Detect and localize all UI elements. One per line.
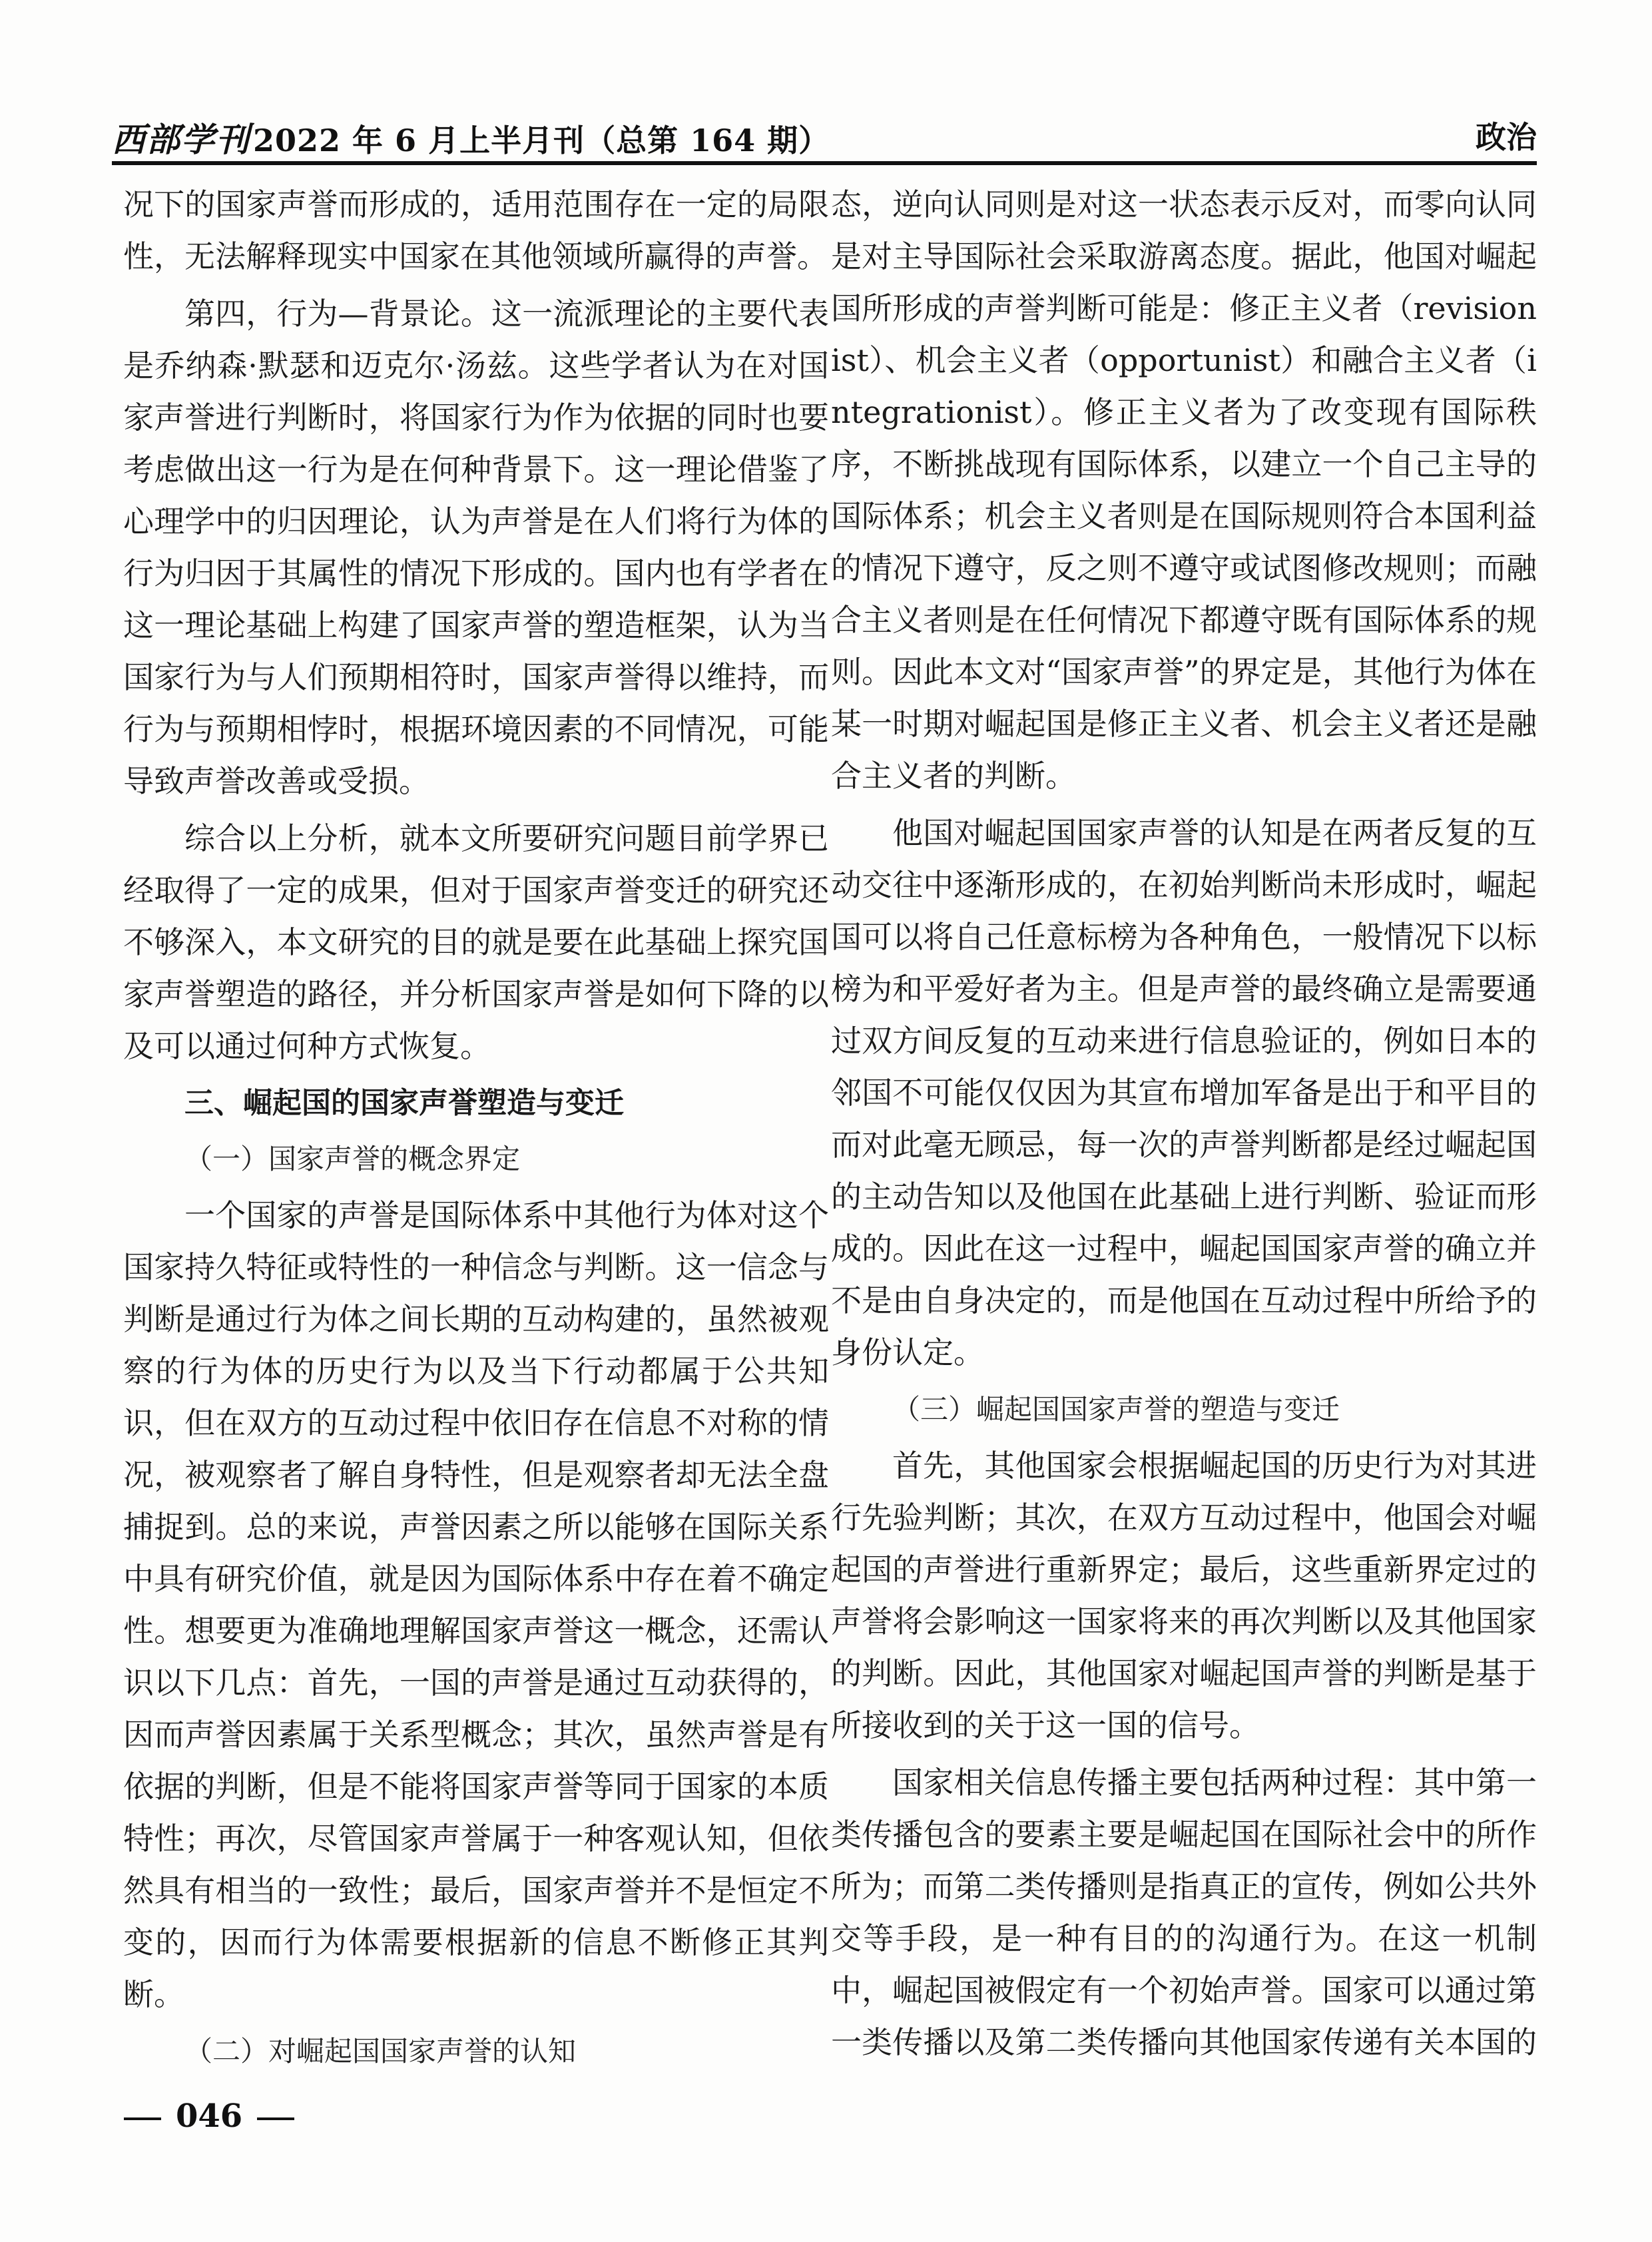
paragraph: 他国对崛起国国家声誉的认知是在两者反复的互动交往中逐渐形成的，在初始判断尚未形成时，崛起国可以将自己任意标榜为各种角色，一般情况下以标榜为和平爱好者为主。但是声誉的最终确立是需要通过双方间反复的互动来进行信息验证的，例如日本的邻国不可能仅仅因为其宣布增加军备是出于和平目的而对此毫无顾忌，每一次的声誉判断都是经过崛起国的主动告知以及他国在此基础上进行判断、验证而形成的。因此在这一过程中，崛起国国家声誉的确立并不是由自身决定的，而是他国在互动过程中所给予的身份认定。 [831, 815, 1537, 1370]
page-footer [124, 2098, 309, 2135]
subsection-heading: （一）国家声誉的概念界定 [184, 1143, 521, 1175]
page-number: 046 [176, 2098, 243, 2135]
paragraph: 首先，其他国家会根据崛起国的历史行为对其进行先验判断；其次，在双方互动过程中，他国会对崛起国的声誉进行重新界定；最后，这些重新界定过的声誉将会影响这一国家将来的再次判断以及其他国家的判断。因此，其他国家对崛起国声誉的判断是基于所接收到的关于这一国的信号。 [831, 1448, 1537, 1743]
journal-logo: 西部学刊 [112, 120, 250, 159]
paragraph: 一个国家的声誉是国际体系中其他行为体对这个国家持久特征或特性的一种信念与判断。这一信念与判断是通过行为体之间长期的互动构建的，虽然被观察的行为体的历史行为以及当下行动都属于公共知识，但在双方的互动过程中依旧存在信息不对称的情况，被观察者了解自身特性，但是观察者却无法全盘捕捉到。总的来说，声誉因素之所以能够在国际关系中具有研究价值，就是因为国际体系中存在着不确定性。想要更为准确地理解国家声誉这一概念，还需认识以下几点：首先，一国的声誉是通过互动获得的，因而声誉因素属于关系型概念；其次，虽然声誉是有依据的判断，但是不能将国家声誉等同于国家的本质特性；再次，尽管国家声誉属于一种客观认知，但依然具有相当的一致性；最后，国家声誉并不是恒定不变的，因而行为体需要根据新的信息不断修正其判断。 [123, 1197, 829, 2012]
header-rule [112, 161, 1537, 165]
journal-masthead [112, 113, 830, 161]
right-column [831, 178, 1537, 2076]
footer-dash [124, 2117, 161, 2120]
subsection-heading: （三）崛起国国家声誉的塑造与变迁 [892, 1393, 1340, 1426]
section-heading: 三、崛起国的国家声誉塑造与变迁 [184, 1086, 624, 1120]
issue-info: 2022 年 6 月上半月刊（总第 164 期） [253, 123, 830, 158]
paragraph: 况下的国家声誉而形成的，适用范围存在一定的局限性，无法解释现实中国家在其他领域所赢得的声誉。 [123, 186, 829, 274]
subsection-heading: （二）对崛起国国家声誉的认知 [184, 2035, 577, 2068]
section-label: 政治 [1476, 119, 1537, 155]
paragraph: 国家相关信息传播主要包括两种过程：其中第一类传播包含的要素主要是崛起国在国际社会中的所作所为；而第二类传播则是指真正的宣传，例如公共外交等手段，是一种有目的的沟通行为。在这一机制中，崛起国被假定有一个初始声誉。国家可以通过第一类传播以及第二类传播向其他国家传递有关本国的 [831, 1765, 1537, 2060]
paragraph: 第四，行为—背景论。这一流派理论的主要代表是乔纳森·默瑟和迈克尔·汤兹。这些学者认为在对国家声誉进行判断时，将国家行为作为依据的同时也要考虑做出这一行为是在何种背景下。这一理论借鉴了心理学中的归因理论，认为声誉是在人们将行为体的行为归因于其属性的情况下形成的。国内也有学者在这一理论基础上构建了国家声誉的塑造框架，认为当国家行为与人们预期相符时，国家声誉得以维持，而行为与预期相悖时，根据环境因素的不同情况，可能导致声誉改善或受损。 [123, 296, 829, 799]
footer-dash [257, 2117, 294, 2120]
page-header [112, 113, 1537, 159]
paragraph: 态，逆向认同则是对这一状态表示反对，而零向认同是对主导国际社会采取游离态度。据此，他国对崛起国所形成的声誉判断可能是：修正主义者（revisionist）、机会主义者（opportunist）和融合主义者（integrationist）。修正主义者为了改变现有国际秩序，不断挑战现有国际体系，以建立一个自己主导的国际体系；机会主义者则是在国际规则符合本国利益的情况下遵守，反之则不遵守或试图修改规则；而融合主义者则是在任何情况下都遵守既有国际体系的规则。因此本文对“国家声誉”的界定是，其他行为体在某一时期对崛起国是修正主义者、机会主义者还是融合主义者的判断。 [831, 186, 1537, 794]
left-column [123, 178, 829, 2076]
paragraph: 综合以上分析，就本文所要研究问题目前学界已经取得了一定的成果，但对于国家声誉变迁的研究还不够深入，本文研究的目的就是要在此基础上探究国家声誉塑造的路径，并分析国家声誉是如何下降的以及可以通过何种方式恢复。 [123, 820, 829, 1064]
